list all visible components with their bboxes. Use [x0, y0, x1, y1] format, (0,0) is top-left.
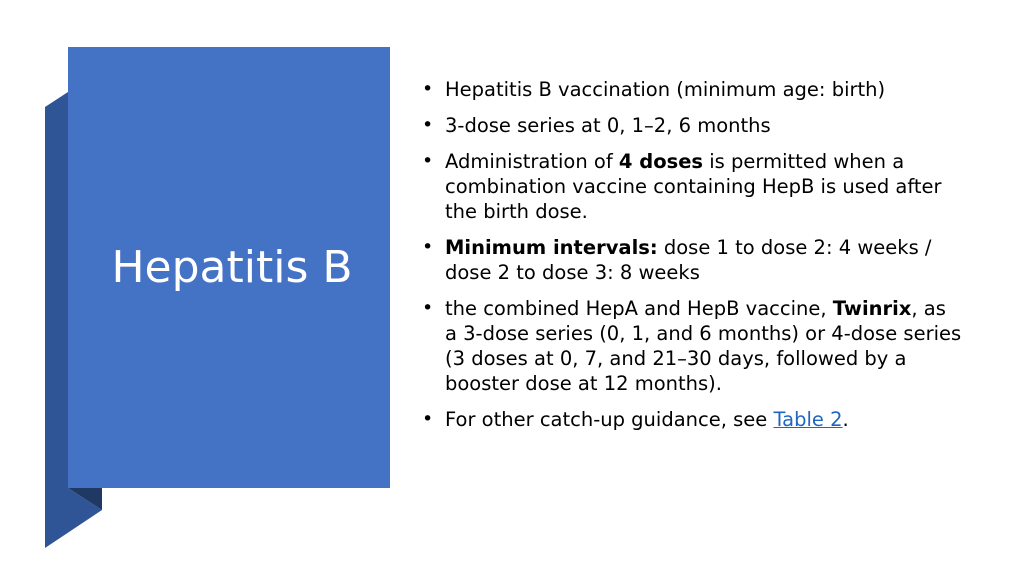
- bullet-icon: •: [422, 150, 434, 172]
- bullet-item: [422, 407, 962, 432]
- bullet-item: [422, 77, 962, 102]
- bullet-icon: •: [422, 78, 434, 100]
- title-panel: [68, 47, 390, 488]
- slide-title: Hepatitis B: [111, 242, 353, 293]
- bullet-text: 3-dose series at 0, 1–2, 6 months: [445, 114, 771, 137]
- bullet-text-post: is permitted when a combination vaccine containing HepB is used after the birth dose.: [445, 150, 942, 223]
- bullet-list: [422, 77, 962, 443]
- bullet-text-pre: Administration of: [445, 150, 619, 173]
- bullet-text-bold: Twinrix: [832, 297, 912, 320]
- bullet-text-post: , as a 3-dose series (0, 1, and 6 months) or 4-dose series (3 doses at 0, 7, and 21–30 days, followed by a booster dose at 12 months).: [445, 297, 962, 395]
- bullet-item: [422, 149, 962, 224]
- bullet-text-bold: Minimum intervals:: [445, 236, 658, 259]
- bullet-icon: •: [422, 408, 434, 430]
- bullet-item: [422, 296, 962, 396]
- bullet-icon: •: [422, 297, 434, 319]
- bullet-text-bold: 4 doses: [618, 150, 704, 173]
- bullet-text-post: dose 1 to dose 2: 4 weeks / dose 2 to dose 3: 8 weeks: [445, 236, 932, 284]
- bullet-item: [422, 235, 962, 285]
- bullet-item: [422, 113, 962, 138]
- bullet-text: Hepatitis B vaccination (minimum age: birth): [445, 78, 886, 101]
- bullet-text-pre: the combined HepA and HepB vaccine,: [445, 297, 833, 320]
- table-2-link[interactable]: Table 2: [773, 408, 843, 431]
- bullet-icon: •: [422, 236, 434, 258]
- bullet-text-pre: For other catch-up guidance, see: [445, 408, 774, 431]
- bullet-text-post: .: [842, 408, 849, 431]
- bullet-icon: •: [422, 114, 434, 136]
